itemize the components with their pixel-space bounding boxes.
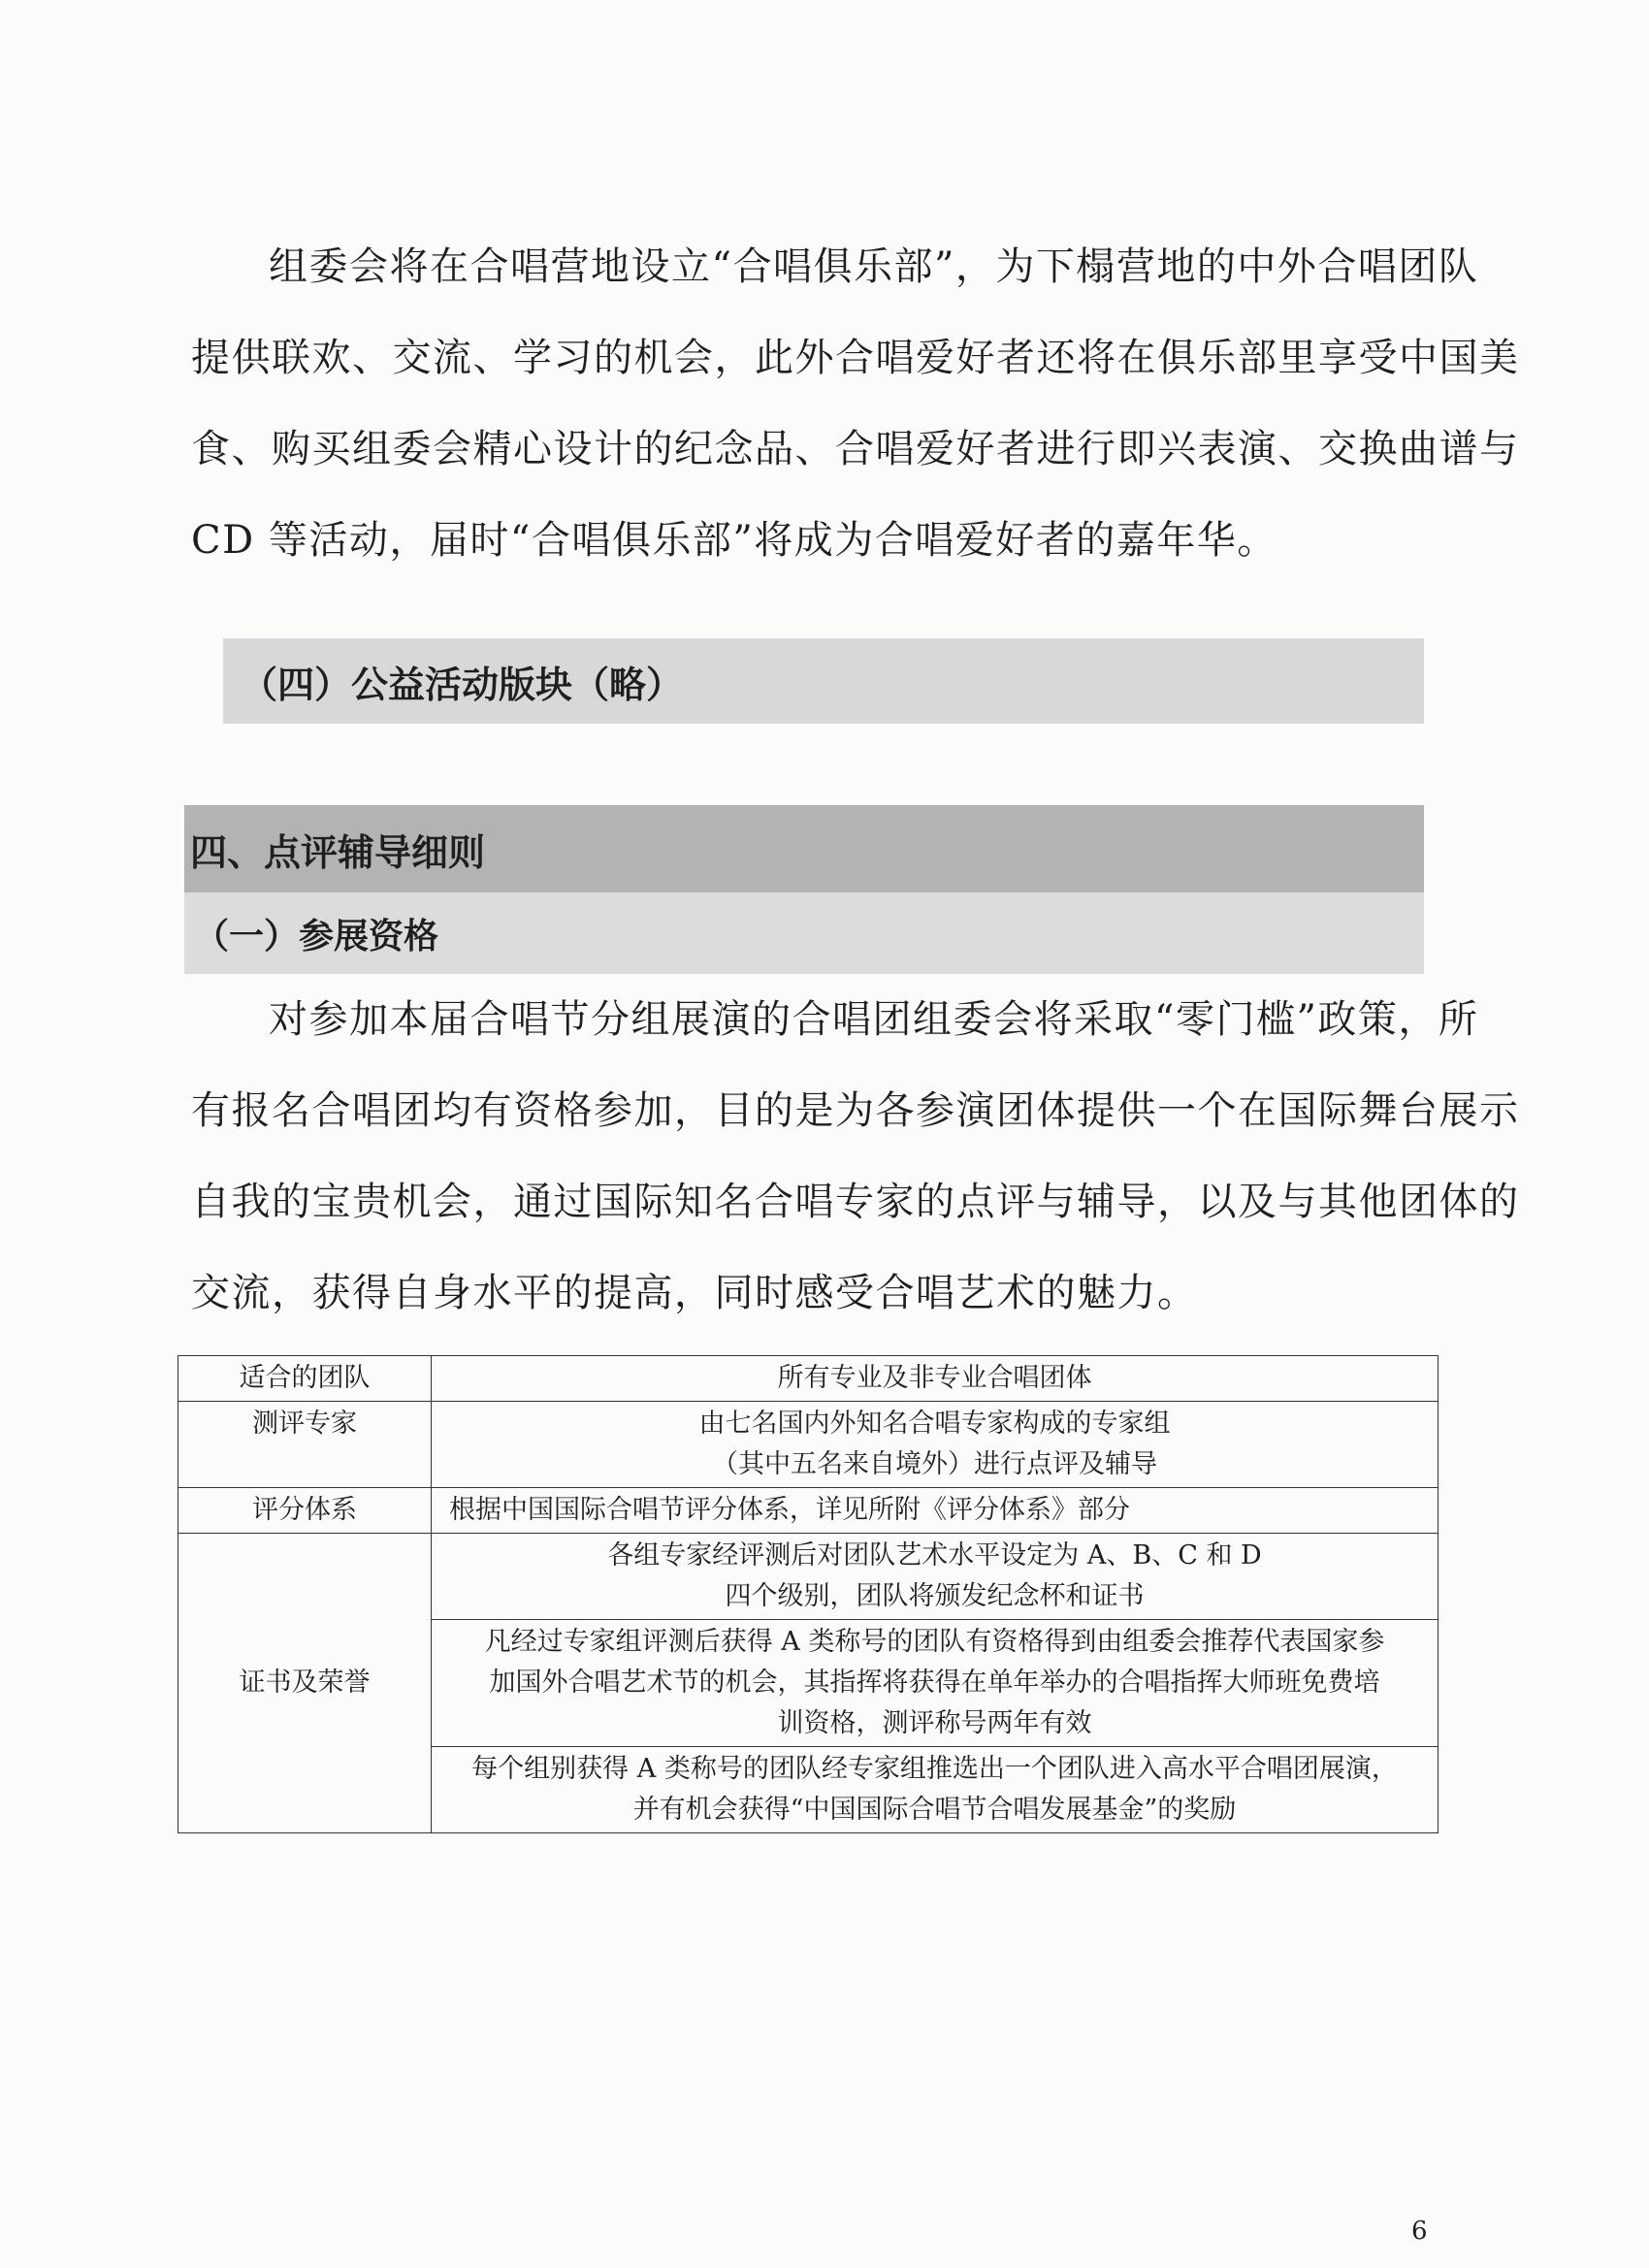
table-value-cell [432,1402,1439,1488]
paragraph-line: 对参加本届合唱节分组展演的合唱团组委会将采取“零门槛”政策，所 [269,997,1479,1042]
table-value-cell [432,1620,1439,1747]
paragraph-line: CD 等活动，届时“合唱俱乐部”将成为合唱爱好者的嘉年华。 [191,518,1277,563]
table-label-cell: 证书及荣誉 [178,1534,432,1833]
table-value-cell [432,1534,1439,1620]
page-number: 6 [1411,2217,1428,2246]
cell-line: 加国外合唱艺术节的机会，其指挥将获得在单年举办的合唱指挥大师班免费培 [489,1668,1380,1698]
table-value-cell [432,1747,1439,1833]
paragraph-line: 提供联欢、交流、学习的机会，此外合唱爱好者还将在俱乐部里享受中国美 [191,336,1520,380]
section-heading-public-welfare: （四）公益活动版块（略） [223,638,1424,724]
paragraph-eligibility [191,974,1520,1339]
table-label-cell: 适合的团队 [178,1356,432,1402]
paragraph-line: 有报名合唱团均有资格参加，目的是为各参演团体提供一个在国际舞台展示 [191,1088,1520,1133]
table-label-cell: 测评专家 [178,1402,432,1488]
table-row [178,1534,1439,1620]
paragraph-line: 交流，获得自身水平的提高，同时感受合唱艺术的魅力。 [191,1271,1198,1315]
table-row [178,1402,1439,1488]
table-value-cell: 所有专业及非专业合唱团体 [432,1356,1439,1402]
paragraph-line: 组委会将在合唱营地设立“合唱俱乐部”，为下榻营地的中外合唱团队 [269,244,1479,289]
cell-line: 各组专家经评测后对团队艺术水平设定为 A、B、C 和 D [607,1540,1262,1571]
table-row [178,1356,1439,1402]
cell-line: 并有机会获得“中国国际合唱节合唱发展基金”的奖励 [632,1795,1237,1825]
paragraph-line: 食、购买组委会精心设计的纪念品、合唱爱好者进行即兴表演、交换曲谱与 [191,427,1520,471]
table-value-cell: 根据中国国际合唱节评分体系，详见所附《评分体系》部分 [432,1488,1439,1534]
section-heading-review-rules: 四、点评辅导细则 [184,805,1424,892]
cell-line: 每个组别获得 A 类称号的团队经专家组推选出一个团队进入高水平合唱团展演， [471,1754,1398,1784]
cell-line: （其中五名来自境外）进行点评及辅导 [712,1449,1157,1479]
cell-line: 四个级别，团队将颁发纪念杯和证书 [725,1581,1145,1611]
cell-line: 凡经过专家组评测后获得 A 类称号的团队有资格得到由组委会推荐代表国家参 [484,1627,1385,1657]
cell-line: 由七名国内外知名合唱专家构成的专家组 [698,1409,1171,1439]
criteria-table [178,1355,1439,1833]
cell-line: 训资格，测评称号两年有效 [777,1708,1092,1738]
paragraph-club [191,221,1520,586]
paragraph-line: 自我的宝贵机会，通过国际知名合唱专家的点评与辅导，以及与其他团体的 [191,1180,1520,1224]
table-label-cell: 评分体系 [178,1488,432,1534]
table-row [178,1488,1439,1534]
subsection-heading-eligibility: （一）参展资格 [184,892,1424,974]
